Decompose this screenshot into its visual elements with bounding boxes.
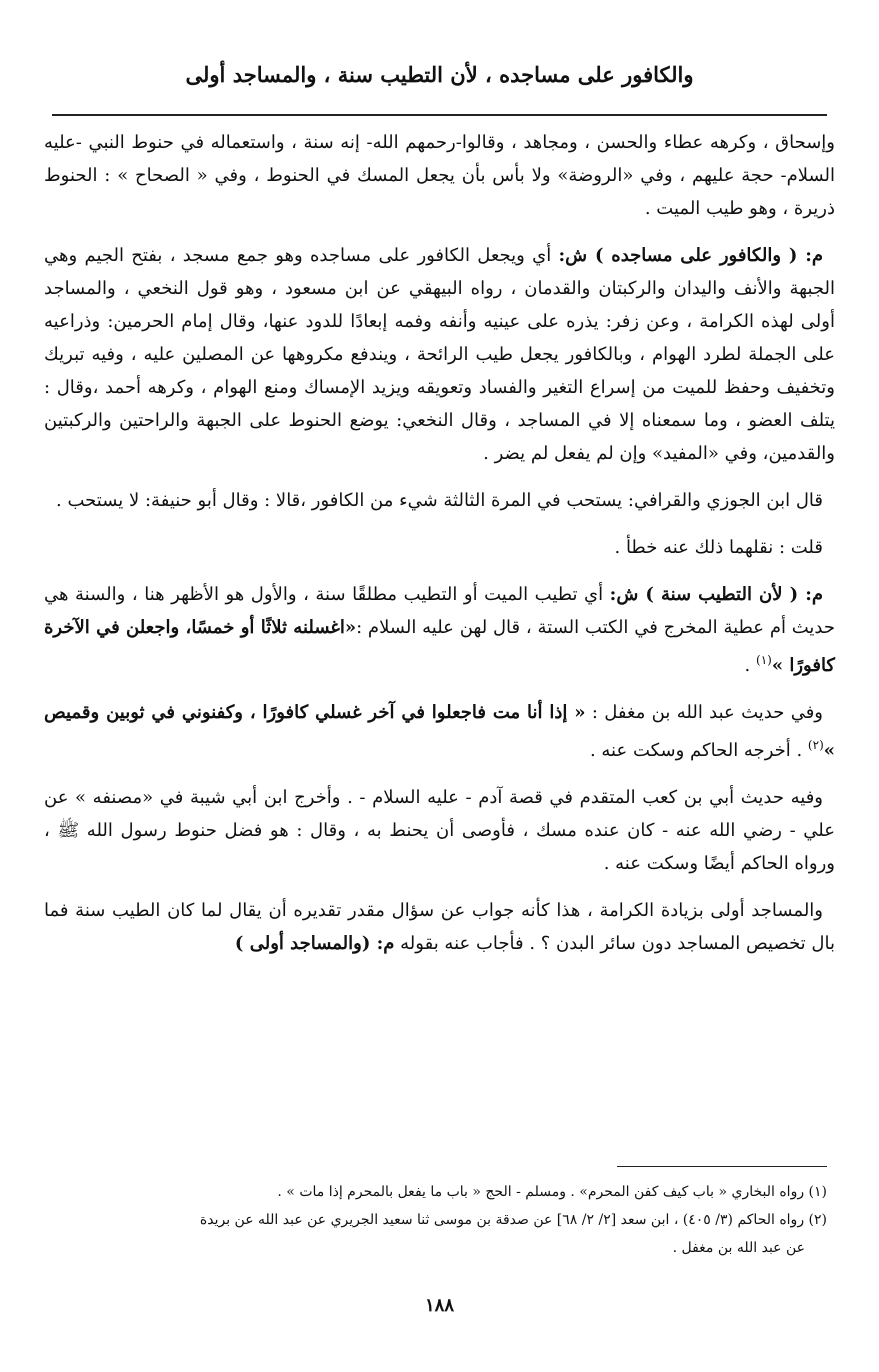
paragraph-5: م: ( لأن التطيب سنة ) ش: أي تطيب الميت أو التطيب مطلقًا سنة ، والأول هو الأظهر هنا ، والسنة هي حديث أم عطية المخرج في الكتب الستة ، قال لهن عليه السلام :«اغسلنه ثلاثًا أو خمسًا، واجعلن في الآخرة كافورًا »$^{(١)}$ .	[44, 584, 835, 676]
paragraph-1: وإسحاق ، وكرهه عطاء والحسن ، ومجاهد ، وقالوا-رحمهم الله- إنه سنة ، واستعماله في حنوط النبي -عليه السلام- حجة عليهم ، وفي «الروضة» ولا بأس بأن يجعل المسك في الحنوط ، وفي « الصحاح » : الحنوط ذريرة ، وهو طيب الميت .	[44, 132, 835, 219]
main-text	[44, 126, 835, 974]
footnote-2-continued: عن عبد الله بن مغفل .	[672, 1240, 805, 1256]
footnote-divider	[617, 1166, 827, 1167]
hadith-quote: « إذا أنا مت فاجعلوا في آخر غسلي كافورًا ، وكفنوني في ثوبين وقميص »	[44, 702, 835, 761]
footnote-marker-2: (٢)	[807, 738, 824, 752]
page-number: ١٨٨	[424, 1295, 454, 1316]
paragraph-3: قال ابن الجوزي والقرافي: يستحب في المرة الثالثة شيء من الكافور ،قالا : وقال أبو حنيفة: لا يستحب .	[56, 490, 823, 511]
paragraph-7: وفيه حديث أبي بن كعب المتقدم في قصة آدم - عليه السلام - . وأخرج ابن أبي شيبة في «مصنفه » عن علي - رضي الله عنه - كان عنده مسك ، فأوصى أن يحنط به ، وقال : هو فضل حنوط رسول الله ﷺ ، ورواه الحاكم أيضًا وسكت عنه .	[44, 787, 835, 874]
paragraph-8: والمساجد أولى بزيادة الكرامة ، هذا كأنه جواب عن سؤال مقدر تقديره أن يقال لما كان الطيب سنة فما بال تخصيص المساجد دون سائر البدن ؟ . فأجاب عنه بقوله م: (والمساجد أولى )	[44, 900, 835, 954]
matn-lead: م: (والمساجد أولى )	[234, 933, 395, 954]
hadith-quote: «اغسلنه ثلاثًا أو خمسًا، واجعلن في الآخرة كافورًا »	[44, 617, 835, 676]
header-divider	[52, 114, 827, 116]
footnote-marker-1: (١)	[756, 653, 772, 667]
footnote-1: (١) رواه البخاري « باب كيف كفن المحرم» . ومسلم - الحج « باب ما يفعل بالمحرم إذا مات » .	[277, 1184, 827, 1200]
paragraph-4: قلت : نقلهما ذلك عنه خطأ .	[614, 537, 823, 558]
footnote-2: (٢) رواه الحاكم (٣/ ٤٠٥) ، ابن سعد [٢/ ٢/ ٦٨] عن صدقة بن موسى ثنا سعيد الجريري عن عبد الله عن بريدة	[199, 1212, 827, 1228]
matn-lead: م: ( لأن التطيب سنة ) ش:	[609, 584, 823, 605]
page-header-title: والكافور على مساجده ، لأن التطيب سنة ، والمساجد أولى	[185, 62, 694, 87]
paragraph-2: م: ( والكافور على مساجده ) ش: أي ويجعل الكافور على مساجده وهو جمع مسجد ، بفتح الجيم وهي الجبهة والأنف واليدان والركبتان والقدمان ، رواه البيهقي عن ابن مسعود ، وهو قول النخعي ، والمساجد أولى لهذه الكرامة ، وعن زفر: يذره على عينيه وأنفه وفمه إبعادًا للدود عنها، وقال إمام الحرمين: وذراعيه على الجملة لطرد الهوام ، وبالكافور يجعل طيب الرائحة ، ويندفع مكروهها عن المصلين عليه ، وفيه تبريك وتخفيف وحفظ للميت من إسراع التغير والفساد وتعويقه ويزيد الإمساك ومنع الهوام ، وكرهه أحمد ،وقال : يتلف العضو ، وما سمعناه إلا في المساجد ، وقال النخعي: يوضع الحنوط على الجبهة والراحتين والركبتين والقدمين، وفي «المفيد» وإن لم يفعل لم يضر .	[44, 245, 835, 464]
footnotes	[46, 1178, 827, 1262]
paragraph-6: وفي حديث عبد الله بن مغفل : « إذا أنا مت فاجعلوا في آخر غسلي كافورًا ، وكفنوني في ثوبين وقميص »$^{(٢)}$ . أخرجه الحاكم وسكت عنه .	[44, 702, 835, 761]
matn-lead: م: ( والكافور على مساجده ) ش:	[558, 245, 823, 266]
